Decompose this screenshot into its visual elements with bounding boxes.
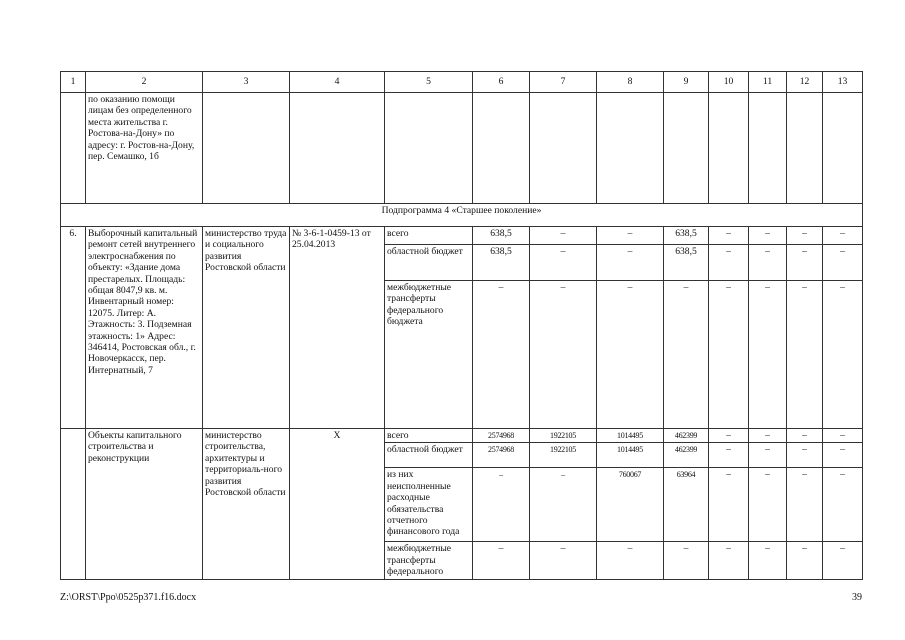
subprogram-row (61, 204, 863, 227)
value-cell: – (787, 429, 823, 443)
value-cell: – (709, 542, 749, 579)
value-cell: – (530, 468, 597, 542)
value-cell: – (597, 281, 664, 429)
page-number: 39 (852, 592, 862, 603)
funding-source: межбюджетные трансферты федерального бюджета (385, 281, 473, 429)
value-cell: – (787, 542, 823, 579)
column-number: 8 (597, 72, 664, 93)
value-cell: – (823, 443, 863, 468)
table-row (61, 227, 863, 245)
value-cell: 638,5 (473, 245, 530, 281)
value-cell: – (823, 429, 863, 443)
value-cell: 638,5 (664, 245, 709, 281)
value-cell: 1922105 (530, 429, 597, 443)
column-number-row (61, 72, 863, 93)
value-cell: 2574968 (473, 429, 530, 443)
value-cell: – (749, 281, 787, 429)
column-number: 1 (61, 72, 86, 93)
value-cell: – (597, 245, 664, 281)
column-number: 11 (749, 72, 787, 93)
value-cell: – (823, 468, 863, 542)
funding-source: межбюджетные трансферты федерального (385, 542, 473, 579)
table-row (61, 429, 863, 443)
value-cell: – (664, 542, 709, 579)
value-cell: 1014495 (597, 443, 664, 468)
value-cell: – (530, 227, 597, 245)
file-path: Z:\ORST\Ppo\0525p371.f16.docx (60, 592, 197, 603)
column-number: 4 (290, 72, 385, 93)
value-cell: 63964 (664, 468, 709, 542)
column-number: 12 (787, 72, 823, 93)
column-number: 6 (473, 72, 530, 93)
funding-source: всего (385, 429, 473, 443)
object-description: Выборочный капитальный ремонт сетей внутреннего электроснабжения по объекту: «Здание дома престарелых. Площадь: общая 8047,9 кв. м. Инвентарный номер: 12075. Литер: А. Этажность: 3. Подземная этажность: 1» Адрес: 346414, Ростовская обл., г. Новочеркасск, пер. Интернатный, 7 (86, 227, 203, 429)
value-cell: – (473, 281, 530, 429)
value-cell: – (473, 542, 530, 579)
value-cell: – (597, 542, 664, 579)
value-cell: – (787, 245, 823, 281)
value-cell: 462399 (664, 443, 709, 468)
column-number: 5 (385, 72, 473, 93)
executor: министерство строительства, архитектуры и территориаль-ного развития Ростовской области (203, 429, 290, 580)
value-cell: – (709, 281, 749, 429)
item-number: 6. (61, 227, 86, 429)
value-cell: – (749, 245, 787, 281)
value-cell: – (530, 281, 597, 429)
subprogram-title: Подпрограмма 4 «Старшее поколение» (61, 204, 863, 227)
value-cell: – (823, 227, 863, 245)
object-description: по оказанию помощи лицам без определенного места жительства г. Ростова-на-Дону» по адресу: г. Ростов-на-Дону, пер. Семашко, 1б (86, 93, 203, 204)
document-number: Х (290, 429, 385, 580)
column-number: 9 (664, 72, 709, 93)
value-cell: – (709, 245, 749, 281)
document-number: № 3-6-1-0459-13 от 25.04.2013 (290, 227, 385, 429)
funding-source: областной бюджет (385, 245, 473, 281)
column-number: 2 (86, 72, 203, 93)
object-description: Объекты капитального строительства и реконструкции (86, 429, 203, 580)
value-cell: – (787, 443, 823, 468)
value-cell: – (787, 468, 823, 542)
value-cell: – (597, 227, 664, 245)
continuation-row (61, 93, 863, 204)
funding-source: областной бюджет (385, 443, 473, 468)
value-cell: – (709, 443, 749, 468)
funding-source: всего (385, 227, 473, 245)
executor: министерство труда и социального развития Ростовской области (203, 227, 290, 429)
value-cell: – (787, 281, 823, 429)
value-cell: – (823, 245, 863, 281)
value-cell: – (749, 227, 787, 245)
column-number: 10 (709, 72, 749, 93)
value-cell: 760067 (597, 468, 664, 542)
value-cell: – (530, 542, 597, 579)
value-cell: – (709, 468, 749, 542)
value-cell: – (473, 468, 530, 542)
value-cell: 2574968 (473, 443, 530, 468)
value-cell: – (749, 443, 787, 468)
column-number: 13 (823, 72, 863, 93)
column-number: 3 (203, 72, 290, 93)
value-cell: – (787, 227, 823, 245)
value-cell: – (749, 542, 787, 579)
funding-source: из них неисполненные расходные обязательства отчетного финансового года (385, 468, 473, 542)
column-number: 7 (530, 72, 597, 93)
budget-table (60, 71, 863, 580)
value-cell: – (709, 227, 749, 245)
value-cell: – (749, 468, 787, 542)
value-cell: 462399 (664, 429, 709, 443)
value-cell: 638,5 (664, 227, 709, 245)
value-cell: 1014495 (597, 429, 664, 443)
value-cell: 638,5 (473, 227, 530, 245)
value-cell: – (709, 429, 749, 443)
value-cell: – (823, 542, 863, 579)
value-cell: – (749, 429, 787, 443)
value-cell: – (530, 245, 597, 281)
value-cell: – (664, 281, 709, 429)
value-cell: – (823, 281, 863, 429)
value-cell: 1922105 (530, 443, 597, 468)
